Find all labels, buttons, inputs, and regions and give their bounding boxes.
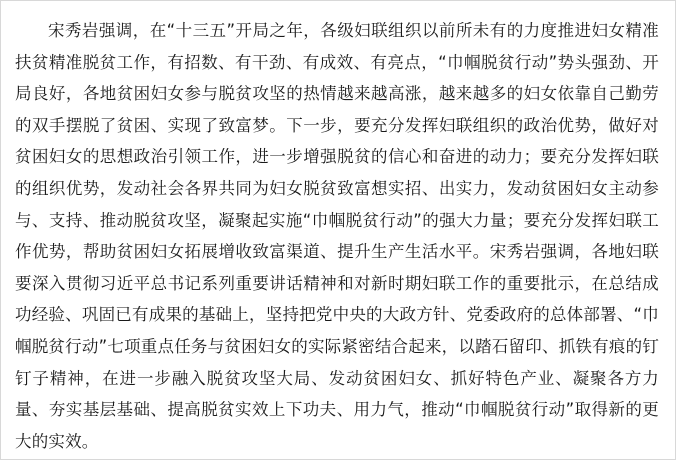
document-body: [15, 15, 659, 457]
paragraph: 宋秀岩强调，在“十三五”开局之年，各级妇联组织以前所未有的力度推进妇女精准扶贫精准脱贫工作，有招数、有干劲、有成效、有亮点，“巾帼脱贫行动”势头强劲、开局良好，各地贫困妇女参与脱贫攻坚的热情越来越高涨，越来越多的妇女依靠自己勤劳的双手摆脱了贫困、实现了致富梦。下一步，要充分发挥妇联组织的政治优势，做好对贫困妇女的思想政治引领工作，进一步增强脱贫的信心和奋进的动力；要充分发挥妇联的组织优势，发动社会各界共同为妇女脱贫致富想实招、出实力，发动贫困妇女主动参与、支持、推动脱贫攻坚，凝聚起实施“巾帼脱贫行动”的强大力量；要充分发挥妇联工作优势，帮助贫困妇女拓展增收致富渠道、提升生产生活水平。宋秀岩强调，各地妇联要深入贯彻习近平总书记系列重要讲话精神和对新时期妇联工作的重要批示，在总结成功经验、巩固已有成果的基础上，坚持把党中央的大政方针、党委政府的总体部署、“巾帼脱贫行动”七项重点任务与贫困妇女的实际紧密结合起来，以踏石留印、抓铁有痕的钉钉子精神，在进一步融入脱贫攻坚大局、发动贫困妇女、抓好特色产业、凝聚各方力量、夯实基层基础、提高脱贫实效上下功夫、用力气，推动“巾帼脱贫行动”取得新的更大的实效。: [15, 21, 659, 451]
